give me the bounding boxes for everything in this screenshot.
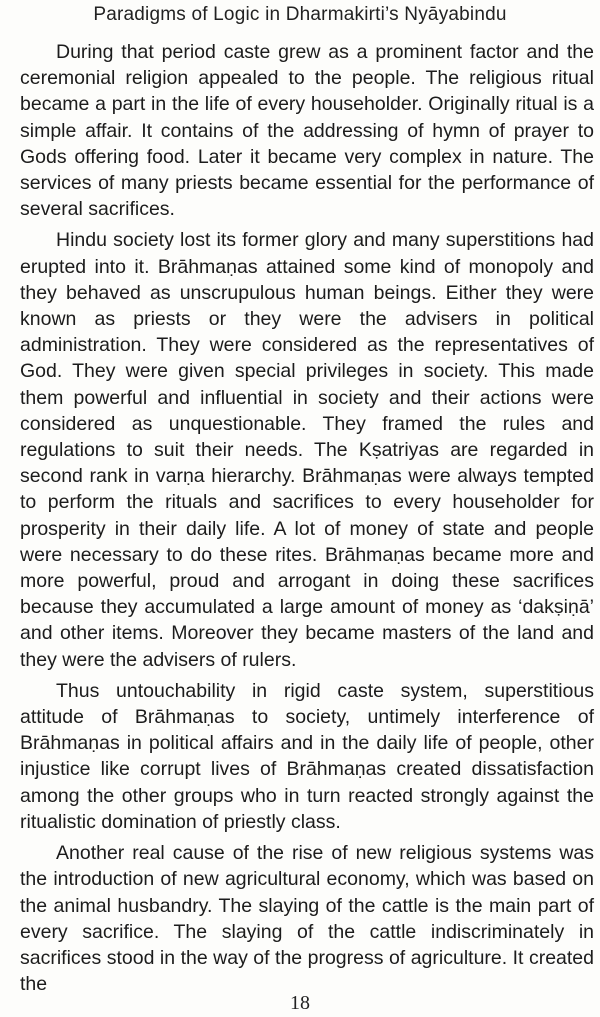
paragraph-untouchability: Thus untouchability in rigid caste system, superstitious attitude of Brāhmaṇas to society, untimely interference of Brāhmaṇas in political affairs and in the daily life of people, other injustice like corrupt lives of Brāhmaṇas created dissatisfaction among the other groups who in turn reacted strongly against the ritualistic domination of priestly class.	[20, 679, 594, 833]
paragraph-caste-ritual: During that period caste grew as a prominent factor and the ceremonial religion appealed to the people. The religious ritual became a part in the life of every householder. Originally ritual is a simple affair. It contains of the addressing of hymn of prayer to Gods offering food. Later it became very complex in nature. The services of many priests became essential for the performance of several sacrifices.	[20, 41, 594, 221]
page-number: 18	[290, 992, 310, 1014]
paragraph-hindu-society: Hindu society lost its former glory and many superstitions had erupted into it. Brāhmaṇas attained some kind of monopoly and they behaved as unscrupulous human beings. Either they were known as priests or they were the advisers in political administration. They were considered as the representatives of God. They were given special privileges in society. This made them powerful and influential in society and their actions were considered as unquestionable. They framed the rules and regulations to suit their needs. The Kṣatriyas are regarded in second rank in varṇa hierarchy. Brāhmaṇas were always tempted to perform the rituals and sacrifices to every householder for prosperity in their daily life. A lot of money of state and people were necessary to do these rites. Brāhmaṇas became more and more powerful, proud and arrogant in doing these sacrifices because they accumulated a large amount of money as ‘dakṣiṇā’ and other items. Moreover they became masters of the land and they were the advisers of rulers.	[20, 229, 594, 671]
paragraph-agricultural-economy: Another real cause of the rise of new religious systems was the introduction of new agricultural economy, which was based on the animal husbandry. The slaying of the cattle is the main part of every sacrifice. The slaying of the cattle indiscriminately in sacrifices stood in the way of the progress of agriculture. It created the	[20, 842, 594, 996]
body-text	[20, 39, 594, 1002]
running-header: Paradigms of Logic in Dharmakirti’s Nyāyabindu	[93, 4, 507, 25]
